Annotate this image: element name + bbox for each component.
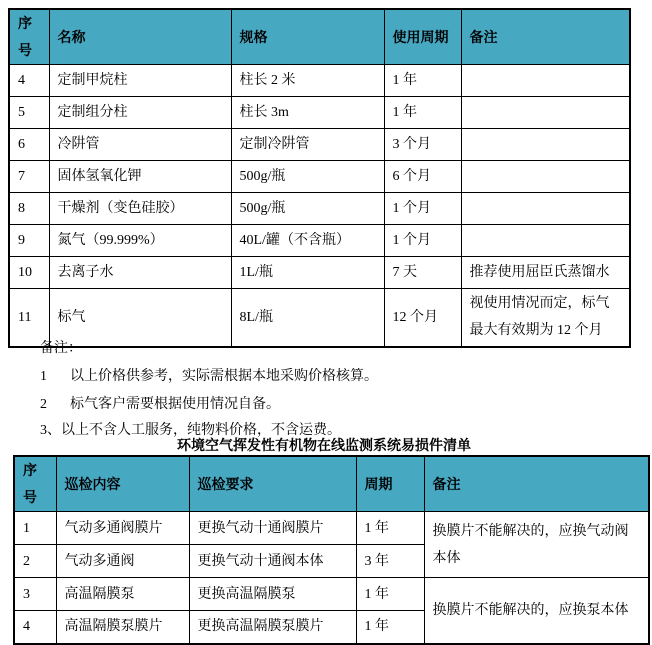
cell-no: 8: [9, 193, 49, 225]
table-header-row: [14, 456, 649, 512]
cell-name: 定制组分柱: [49, 97, 231, 129]
note-text: 以上不含人工服务，纯物料价格，不含运费。: [61, 423, 341, 438]
table-row: [9, 225, 630, 257]
cell-period: 1 个月: [384, 225, 461, 257]
cell-content: 高温隔膜泵膜片: [56, 611, 189, 644]
cell-no: 6: [9, 129, 49, 161]
header-cell-period: 使用周期: [384, 9, 461, 65]
table-row: [9, 161, 630, 193]
table-row: [9, 97, 630, 129]
header-cell-no: 序号: [14, 456, 56, 512]
cell-remark: 推荐使用屈臣氏蒸馏水: [461, 257, 630, 289]
cell-period: 1 年: [356, 611, 424, 644]
note-number: 2: [40, 397, 47, 412]
cell-remark: [461, 129, 630, 161]
note-number: 3、: [40, 423, 61, 438]
note-item-1: [40, 365, 378, 385]
cell-remark-merged: 换膜片不能解决的，应换气动阀本体: [424, 512, 649, 578]
cell-period: 1 年: [356, 512, 424, 545]
cell-requirement: 更换气动十通阀本体: [189, 545, 356, 578]
table-row: [9, 129, 630, 161]
cell-content: 高温隔膜泵: [56, 578, 189, 611]
cell-remark: [461, 65, 630, 97]
note-number: 1: [40, 369, 47, 384]
header-cell-name: 名称: [49, 9, 231, 65]
cell-no: 7: [9, 161, 49, 193]
cell-spec: 8L/瓶: [231, 289, 384, 347]
header-cell-remark: 备注: [424, 456, 649, 512]
table-header-row: [9, 9, 630, 65]
cell-no: 3: [14, 578, 56, 611]
cell-remark: [461, 97, 630, 129]
cell-name: 氮气（99.999%）: [49, 225, 231, 257]
header-cell-requirement: 巡检要求: [189, 456, 356, 512]
header-cell-no: 序号: [9, 9, 49, 65]
cell-content: 气动多通阀膜片: [56, 512, 189, 545]
cell-requirement: 更换高温隔膜泵: [189, 578, 356, 611]
table-row: [9, 193, 630, 225]
cell-no: 4: [14, 611, 56, 644]
cell-name: 标气: [49, 289, 231, 347]
section-title: 环境空气挥发性有机物在线监测系统易损件清单: [177, 437, 471, 453]
cell-period: 6 个月: [384, 161, 461, 193]
cell-period: 3 个月: [384, 129, 461, 161]
cell-spec: 40L/罐（不含瓶）: [231, 225, 384, 257]
cell-name: 去离子水: [49, 257, 231, 289]
cell-requirement: 更换高温隔膜泵膜片: [189, 611, 356, 644]
cell-spec: 定制冷阱管: [231, 129, 384, 161]
cell-remark: [461, 225, 630, 257]
table-row: [9, 289, 630, 347]
cell-no: 10: [9, 257, 49, 289]
notes-heading: [40, 337, 82, 357]
cell-spec: 柱长 2 米: [231, 65, 384, 97]
cell-no: 2: [14, 545, 56, 578]
header-cell-content: 巡检内容: [56, 456, 189, 512]
cell-remark: 视使用情况而定，标气最大有效期为 12 个月: [461, 289, 630, 347]
cell-spec: 500g/瓶: [231, 193, 384, 225]
cell-no: 11: [9, 289, 49, 347]
header-cell-spec: 规格: [231, 9, 384, 65]
cell-requirement: 更换气动十通阀膜片: [189, 512, 356, 545]
cell-period: 1 年: [384, 97, 461, 129]
cell-period: 7 天: [384, 257, 461, 289]
table-row: [14, 578, 649, 611]
table-row: [9, 65, 630, 97]
cell-remark: [461, 193, 630, 225]
cell-remark-merged: 换膜片不能解决的，应换泵本体: [424, 578, 649, 644]
cell-no: 5: [9, 97, 49, 129]
cell-period: 1 年: [384, 65, 461, 97]
note-text: 以上价格供参考，实际需根据本地采购价格核算。: [70, 369, 378, 384]
cell-remark: [461, 161, 630, 193]
wearing-parts-table: [13, 455, 650, 645]
note-text: 标气客户需要根据使用情况自备。: [70, 397, 280, 412]
consumables-table: [8, 8, 631, 348]
cell-name: 冷阱管: [49, 129, 231, 161]
cell-period: 1 年: [356, 578, 424, 611]
cell-period: 12 个月: [384, 289, 461, 347]
cell-content: 气动多通阀: [56, 545, 189, 578]
header-cell-period: 周期: [356, 456, 424, 512]
cell-period: 3 年: [356, 545, 424, 578]
notes-heading-text: 备注：: [40, 341, 82, 356]
cell-name: 定制甲烷柱: [49, 65, 231, 97]
cell-no: 1: [14, 512, 56, 545]
cell-no: 4: [9, 65, 49, 97]
cell-spec: 柱长 3m: [231, 97, 384, 129]
cell-period: 1 个月: [384, 193, 461, 225]
table-row: [14, 512, 649, 545]
cell-no: 9: [9, 225, 49, 257]
cell-spec: 1L/瓶: [231, 257, 384, 289]
header-cell-remark: 备注: [461, 9, 630, 65]
note-item-2: [40, 393, 280, 413]
cell-name: 干燥剂（变色硅胶）: [49, 193, 231, 225]
table-row: [9, 257, 630, 289]
cell-name: 固体氢氧化钾: [49, 161, 231, 193]
cell-spec: 500g/瓶: [231, 161, 384, 193]
